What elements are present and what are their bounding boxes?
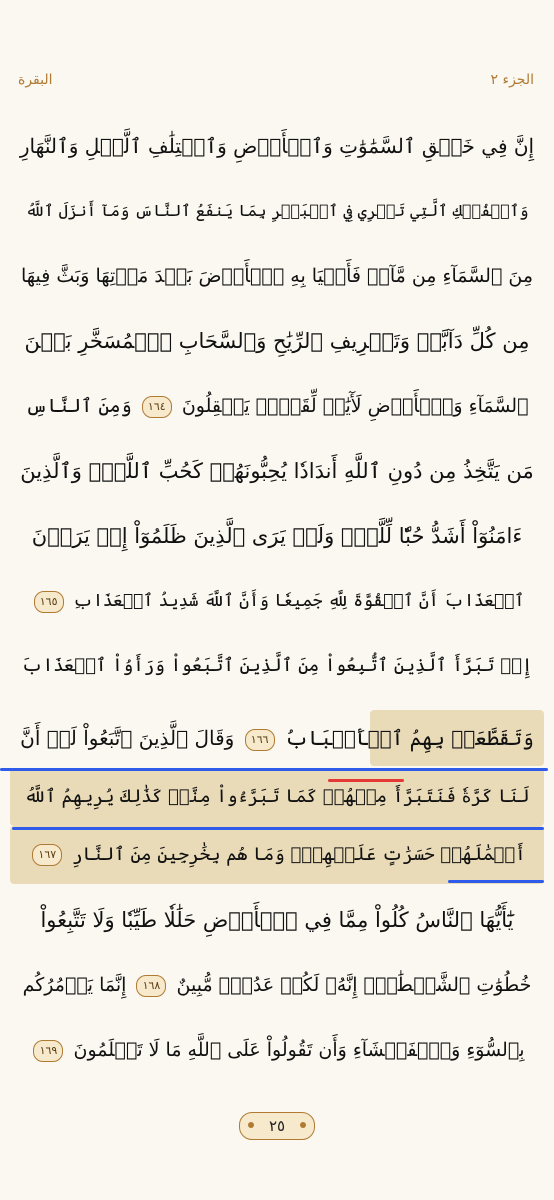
line-text: مِنَ ٱلسَّمَآءِ مِن مَّآءٖ فَأَحۡيَا بِهِ ٱلۡأَرۡضَ بَعۡدَ مَوۡتِهَا وَبَثَّ فِيهَا [20,265,534,287]
page-number: ٢٥ [268,1117,286,1135]
line-text: ءَامَنُوٓاْ أَشَدُّ حُبّٗا لِّلَّهِۗ وَلَوۡ يَرَى ٱلَّذِينَ ظَلَمُوٓاْ إِذۡ يَرَوۡنَ [31,524,523,548]
juz-label: الجزء ٢ [490,72,534,88]
ornament-dot [248,1122,254,1128]
quran-line-5[interactable] [18,378,536,434]
red-underline [328,779,404,782]
ayah-number-marker[interactable]: ١٦٦ [245,729,275,751]
quran-line-3[interactable] [18,248,536,304]
blue-underline-3 [448,880,544,883]
ayah-number-marker[interactable]: ١٦٥ [34,591,64,613]
line-text: وَٱلۡفُلۡكِ ٱلَّتِي تَجۡرِي فِي ٱلۡبَحۡرِ بِمَا يَنفَعُ ٱلنَّاسَ وَمَآ أَنزَلَ ٱللَّهُ [25,201,529,220]
quran-line-1[interactable] [18,118,536,174]
line-text: خُطُوَٰتِ ٱلشَّيۡطَٰنِۚ إِنَّهُۥ لَكُمۡ عَدُوّٞ مُّبِينٌ [176,974,532,996]
line-text: يَٰٓأَيُّهَا ٱلنَّاسُ كُلُواْ مِمَّا فِي ٱلۡأَرۡضِ حَلَٰلٗا طَيِّبٗا وَلَا تَتَّبِعُواْ [40,908,514,932]
line-text: وَقَالَ ٱلَّذِينَ ٱتَّبَعُواْ لَوۡ أَنَّ [20,726,235,750]
ayah-number-marker[interactable]: ١٦٩ [33,1040,63,1062]
line-text: لَنَا كَرَّةٗ فَنَتَبَرَّأَ مِنۡهُمۡ كَمَا تَبَرَّءُواْ مِنَّاۗ كَذَٰلِكَ يُرِيهِمُ ٱللَّهُ [24,786,530,807]
quran-line-6[interactable] [18,443,536,499]
line-text: مَن يَتَّخِذُ مِن دُونِ ٱللَّهِ أَندَادٗا يُحِبُّونَهُمۡ كَحُبِّ ٱللَّهِۖ وَٱلَّذِينَ [20,459,534,483]
quran-line-12[interactable] [18,827,536,883]
blue-underline-2 [12,827,544,830]
quran-line-13[interactable] [18,892,536,948]
page-number-badge [239,1112,315,1140]
line-text: أَعۡمَٰلَهُمۡ حَسَرَٰتٍ عَلَيۡهِمۡۖ وَمَا هُم بِخَٰرِجِينَ مِنَ ٱلنَّارِ [72,844,526,865]
ayah-number-marker[interactable]: ١٦٤ [142,396,172,418]
quran-line-8[interactable] [18,573,536,629]
blue-underline-1 [0,768,548,771]
quran-line-10[interactable] [18,710,536,766]
line-text: ٱلۡعَذَابَ أَنَّ ٱلۡقُوَّةَ لِلَّهِ جَمِيعٗا وَأَنَّ ٱللَّهَ شَدِيدُ ٱلۡعَذَابِ [73,591,525,611]
line-text: ٱلسَّمَآءِ وَٱلۡأَرۡضِ لَأٓيَٰتٖ لِّقَوۡمٖ يَعۡقِلُونَ [181,395,529,417]
ayah-number-marker[interactable]: ١٦٧ [32,844,62,866]
quran-line-15[interactable] [18,1022,536,1078]
line-text: بِٱلسُّوٓءِ وَٱلۡفَحۡشَآءِ وَأَن تَقُولُواْ عَلَى ٱللَّهِ مَا لَا تَعۡلَمُونَ [73,1039,525,1061]
ornament-dot [300,1122,306,1128]
quran-line-2[interactable] [18,183,536,239]
line-text: وَمِنَ ٱلنَّاسِ [25,395,132,417]
line-text: إِنَّمَا يَأۡمُرُكُم [22,974,127,996]
quran-line-9[interactable] [18,638,536,694]
quran-line-14[interactable] [18,957,536,1013]
line-text: مِن كُلِّ دَآبَّةٖ وَتَصۡرِيفِ ٱلرِّيَٰحِ وَٱلسَّحَابِ ٱلۡمُسَخَّرِ بَيۡنَ [24,329,530,353]
line-text: إِنَّ فِي خَلۡقِ ٱلسَّمَٰوَٰتِ وَٱلۡأَرۡضِ وَٱخۡتِلَٰفِ ٱلَّيۡلِ وَٱلنَّهَارِ [19,134,535,158]
quran-line-7[interactable] [18,508,536,564]
quran-line-11[interactable] [18,769,536,825]
line-text: وَتَقَطَّعَتۡ بِهِمُ ٱلۡأَسۡبَابُ [285,726,534,750]
quran-line-4[interactable] [18,313,536,369]
line-text: إِذۡ تَبَرَّأَ ٱلَّذِينَ ٱتُّبِعُواْ مِنَ ٱلَّذِينَ ٱتَّبَعُواْ وَرَأَوُاْ ٱلۡعَذَابَ [21,655,533,676]
ayah-number-marker[interactable]: ١٦٨ [136,975,166,997]
surah-name: البقرة [18,72,53,88]
